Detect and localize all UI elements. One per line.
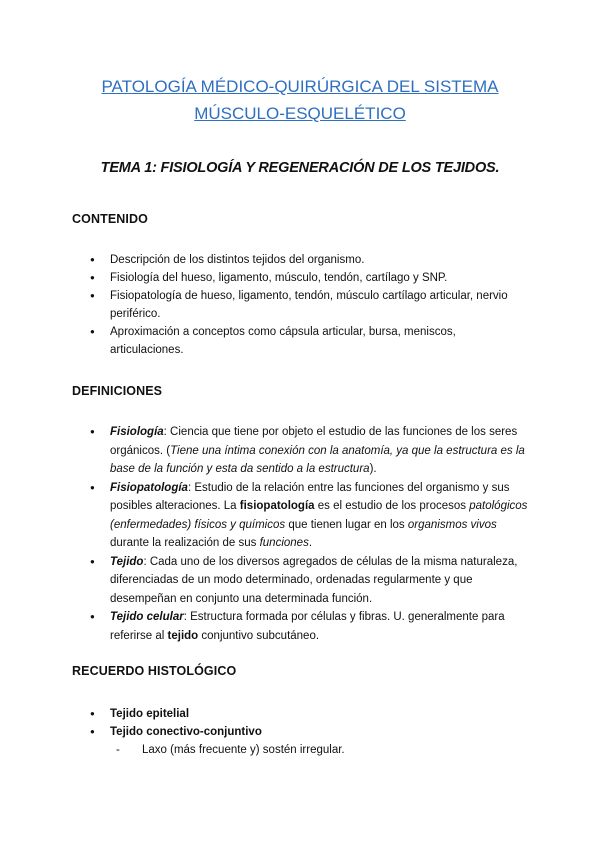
document-title-line2: MÚSCULO-ESQUELÉTICO [194,104,406,123]
sub-list-item [116,741,345,759]
topic-heading: TEMA 1: FISIOLOGÍA Y REGENERACIÓN DE LOS TEJIDOS. [100,160,500,176]
definition-term: Tejido celular [110,611,184,623]
definition-fisiopatologia: ● Fisiopatología: Estudio de la relación entre las funciones del organismo y sus posibles alteraciones. La fisiopatología es el estudio de los procesos patológicos (enfermedades) físicos y químicos que tienen lugar en los organismos vivos durante la realización de sus funciones. [90,479,528,553]
list-item: ● Aproximación a conceptos como cápsula articular, bursa, meniscos, articulaciones. [90,323,530,359]
list-item: ● Tejido epitelial [90,705,528,723]
definition-tejido-celular: ● Tejido celular: Estructura formada por células y fibras. U. generalmente para referirse al tejido conjuntivo subcutáneo. [90,608,528,645]
definition-term: Fisiopatología [110,481,188,494]
section-heading-definiciones: DEFINICIONES [72,384,163,398]
dash-bullet: - [116,744,120,756]
definition-fisiologia: ● Fisiología: Ciencia que tiene por objeto el estudio de las funciones de los seres orgánicos. (Tiene una íntima conexión con la anatomía, ya que la estructura es la base de la función y esta da sentido a la estructura). [90,423,528,479]
list-item: ● Fisiología del hueso, ligamento, músculo, tendón, cartílago y SNP. [90,269,530,287]
section-heading-recuerdo-histologico: RECUERDO HISTOLÓGICO [72,664,237,678]
definition-term: Tejido [110,555,144,568]
list-item: ● Fisiopatología de hueso, ligamento, tendón, músculo cartílago articular, nervio periférico. [90,287,530,323]
document-title-line1: PATOLOGÍA MÉDICO-QUIRÚRGICA DEL SISTEMA [101,77,499,96]
list-item: ● Descripción de los distintos tejidos del organismo. [90,251,530,269]
sub-list-item-text: Laxo (más frecuente y) sostén irregular. [142,744,345,756]
section-heading-contenido: CONTENIDO [72,212,148,226]
recuerdo-list [90,705,528,741]
definition-term: Fisiología [110,426,164,438]
contenido-list [90,251,530,359]
list-item: ● Tejido conectivo-conjuntivo [90,723,528,741]
definition-tejido: ● Tejido: Cada uno de los diversos agregados de células de la misma naturaleza, diferenciadas de un modo determinado, ordenadas regularmente y que desempeñan en conjunto una determinada función. [90,553,528,609]
definiciones-list [90,423,528,645]
